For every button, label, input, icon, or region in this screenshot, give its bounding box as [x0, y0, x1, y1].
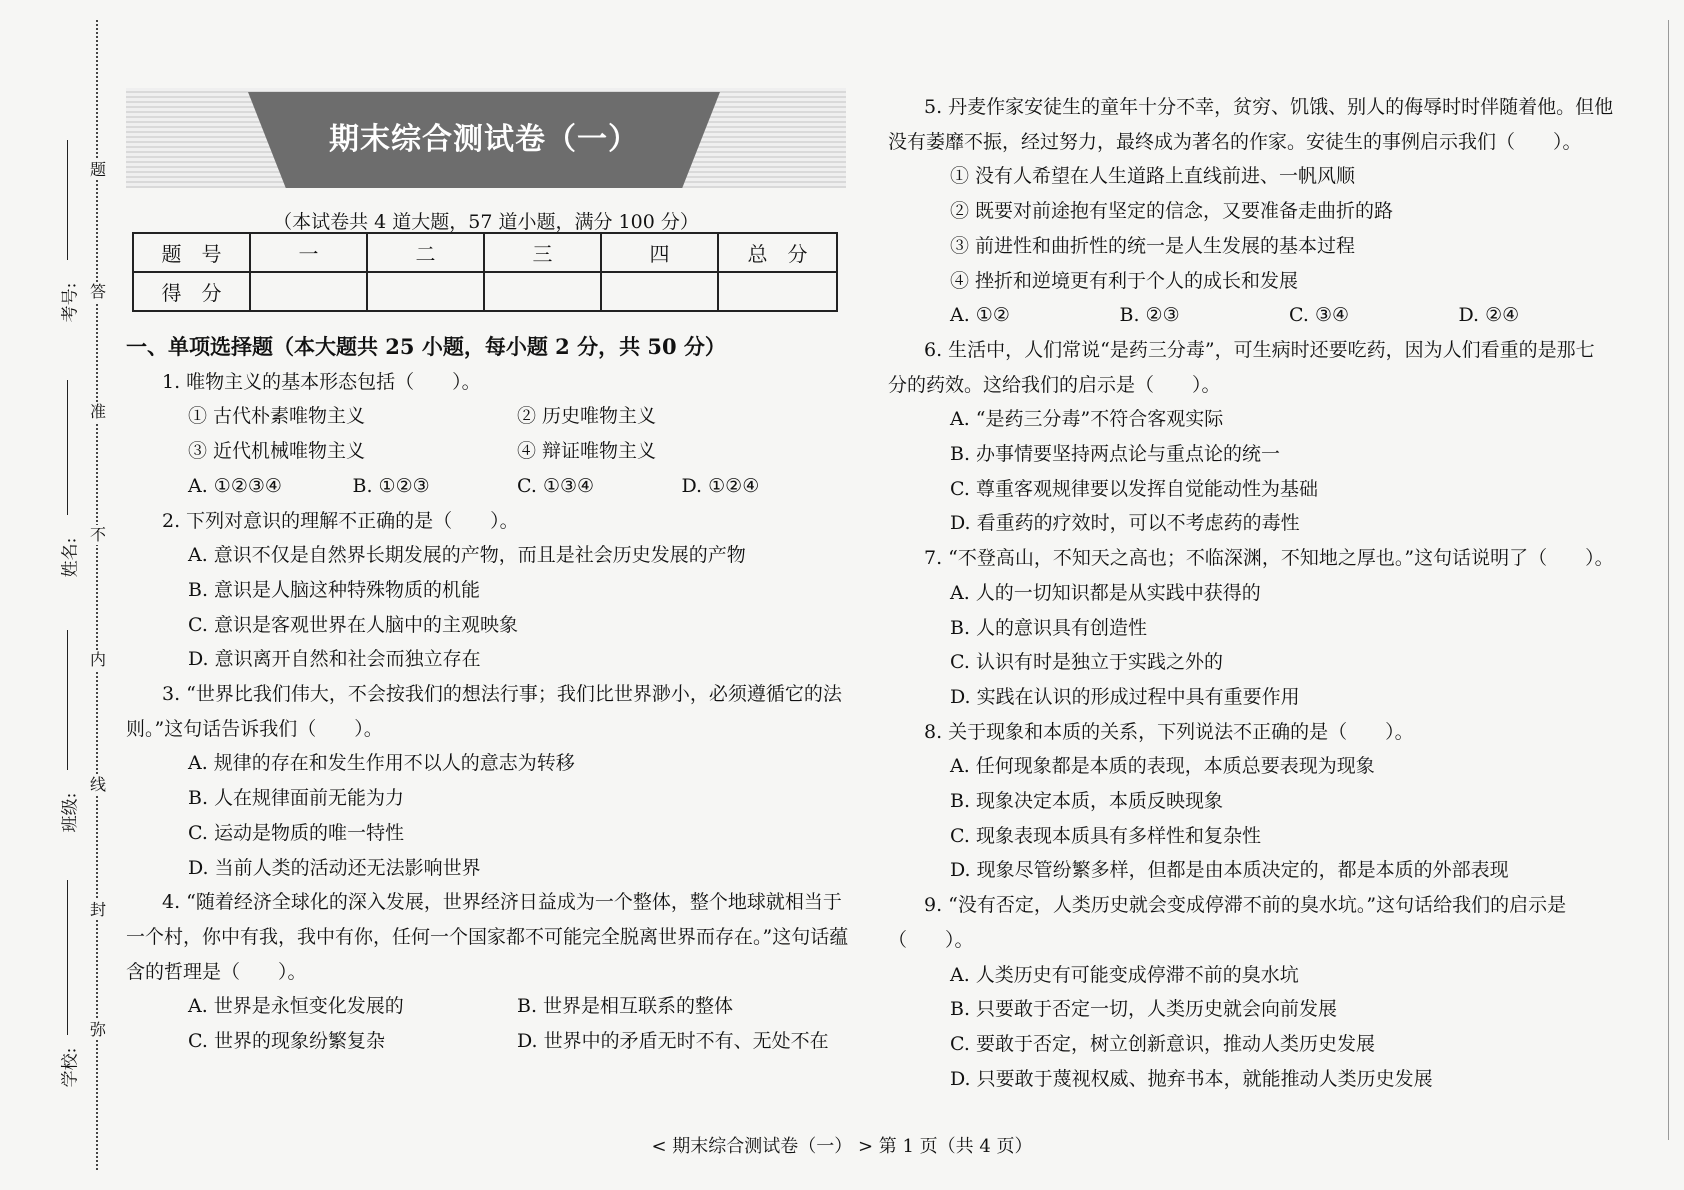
- binding-char-4: 不: [89, 525, 106, 544]
- question-6-stem: 6. 生活中，人们常说“是药三分毒”，可生病时还要吃药，因为人们看重的是那七: [924, 338, 1595, 361]
- class-line: [67, 630, 68, 770]
- score-table-score-row: [133, 272, 837, 311]
- exam-number-field[interactable]: [48, 140, 88, 323]
- binding-char-8: 弥: [89, 1020, 106, 1039]
- question-4-stem-cont: 一个村，你中有我，我中有你，任何一个国家都不可能完全脱离世界而存在。”这句话蕴: [126, 925, 849, 948]
- score-input-cell[interactable]: [367, 272, 484, 311]
- question-1-choices: [126, 469, 846, 504]
- binding-char-7: 封: [89, 900, 106, 919]
- binding-char-5: 内: [89, 650, 106, 669]
- exam-number-label: 考号:: [60, 282, 81, 323]
- binding-char-2: 答: [89, 282, 106, 301]
- question-5-choices: [888, 298, 1628, 333]
- page-title: 期末综合测试卷（一）: [329, 122, 639, 157]
- student-name-line: [67, 380, 68, 515]
- question-5-item: ① 没有人希望在人生道路上直线前进、一帆风顺: [950, 165, 1356, 188]
- question-6-option[interactable]: C. 尊重客观规律要以发挥自觉能动性为基础: [950, 477, 1318, 500]
- question-9-stem-cont: （ ）。: [888, 928, 974, 951]
- question-2-option[interactable]: B. 意识是人脑这种特殊物质的机能: [188, 578, 481, 601]
- left-column: [126, 330, 849, 1059]
- binding-char-3: 准: [89, 402, 106, 421]
- section-heading: 一、单项选择题（本大题共 25 小题，每小题 2 分，共 50 分）: [126, 334, 726, 359]
- question-8-stem: 8. 关于现象和本质的关系，下列说法不正确的是（ ）。: [924, 720, 1414, 743]
- question-6-option[interactable]: A. “是药三分毒”不符合客观实际: [950, 408, 1224, 431]
- question-2-option[interactable]: C. 意识是客观世界在人脑中的主观映象: [188, 613, 518, 636]
- score-input-cell[interactable]: [718, 272, 837, 311]
- question-1-choice[interactable]: C. ①③④: [517, 474, 595, 497]
- score-table: [132, 232, 838, 312]
- question-5-stem-cont: 没有萎靡不振，经过努力，最终成为著名的作家。安徒生的事例启示我们（ ）。: [888, 130, 1582, 153]
- binding-char-6: 线: [89, 775, 106, 794]
- student-name-field[interactable]: [48, 380, 88, 580]
- score-header-cell: 题 号: [133, 233, 250, 272]
- question-5-item: ④ 挫折和逆境更有利于个人的成长和发展: [950, 269, 1299, 292]
- question-5-stem: 5. 丹麦作家安徒生的童年十分不幸，贫穷、饥饿、别人的侮辱时时伴随着他。但他: [924, 96, 1614, 118]
- question-5-choice[interactable]: B. ②③: [1119, 304, 1180, 327]
- question-5-choice[interactable]: A. ①②: [950, 304, 1010, 327]
- score-table-header-row: [133, 233, 837, 272]
- binding-dotted-line: [96, 20, 98, 1170]
- question-2-stem: 2. 下列对意识的理解不正确的是（ ）。: [162, 509, 519, 532]
- question-7-option[interactable]: D. 实践在认识的形成过程中具有重要作用: [950, 685, 1300, 708]
- score-header-cell: 四: [601, 233, 718, 272]
- question-8-option[interactable]: C. 现象表现本质具有多样性和复杂性: [950, 824, 1261, 847]
- question-6-stem-cont: 分的药效。这给我们的启示是（ ）。: [888, 373, 1221, 396]
- student-name-label: 姓名:: [60, 537, 81, 578]
- question-7-option[interactable]: A. 人的一切知识都是从实践中获得的: [950, 581, 1261, 604]
- question-4-option[interactable]: A. 世界是永恒变化发展的: [188, 995, 404, 1018]
- score-input-cell[interactable]: [601, 272, 718, 311]
- exam-number-line: [67, 140, 68, 260]
- score-header-cell: 三: [484, 233, 601, 272]
- page-edge-line: [1668, 20, 1669, 1140]
- score-input-cell[interactable]: [250, 272, 367, 311]
- school-line: [67, 880, 68, 1035]
- score-label-cell: 得 分: [133, 272, 250, 311]
- score-header-cell: 二: [367, 233, 484, 272]
- school-label: 学校:: [60, 1047, 81, 1088]
- question-5-item: ② 既要对前途抱有坚定的信念，又要准备走曲折的路: [950, 200, 1394, 223]
- question-5-item: ③ 前进性和曲折性的统一是人生发展的基本过程: [950, 234, 1356, 257]
- question-4-options-row2: [126, 1024, 846, 1059]
- question-9-option[interactable]: A. 人类历史有可能变成停滞不前的臭水坑: [950, 963, 1299, 986]
- question-2-option[interactable]: D. 意识离开自然和社会而独立存在: [188, 648, 481, 671]
- question-3-stem: 3. “世界比我们伟大，不会按我们的想法行事；我们比世界渺小，必须遵循它的法: [162, 683, 842, 706]
- question-7-option[interactable]: C. 认识有时是独立于实践之外的: [950, 651, 1223, 674]
- question-1-item: ② 历史唯物主义: [517, 405, 657, 428]
- question-8-option[interactable]: D. 现象尽管纷繁多样，但都是由本质决定的，都是本质的外部表现: [950, 859, 1509, 882]
- question-6-option[interactable]: B. 办事情要坚持两点论与重点论的统一: [950, 443, 1281, 466]
- question-8-option[interactable]: B. 现象决定本质，本质反映现象: [950, 790, 1224, 813]
- question-9-stem: 9. “没有否定，人类历史就会变成停滞不前的臭水坑。”这句话给我们的启示是: [924, 894, 1567, 917]
- question-9-option[interactable]: C. 要敢于否定，树立创新意识，推动人类历史发展: [950, 1032, 1375, 1055]
- page-footer: < 期末综合测试卷（一） > 第 1 页（共 4 页）: [651, 1136, 1033, 1157]
- question-7-stem: 7. “不登高山，不知天之高也；不临深渊，不知地之厚也。”这句话说明了（ ）。: [924, 547, 1614, 570]
- school-field[interactable]: [48, 880, 88, 1088]
- class-field[interactable]: [48, 630, 88, 833]
- question-9-option[interactable]: D. 只要敢于蔑视权威、抛弃书本，就能推动人类历史发展: [950, 1067, 1433, 1090]
- score-header-cell: 总 分: [718, 233, 837, 272]
- question-5-choice[interactable]: D. ②④: [1458, 304, 1520, 327]
- question-7-option[interactable]: B. 人的意识具有创造性: [950, 616, 1148, 639]
- right-column: [888, 90, 1628, 1096]
- exam-subtitle: （本试卷共 4 道大题，57 道小题，满分 100 分）: [273, 211, 699, 233]
- question-5-choice[interactable]: C. ③④: [1289, 304, 1350, 327]
- question-2-option[interactable]: A. 意识不仅是自然界长期发展的产物，而且是社会历史发展的产物: [188, 544, 746, 567]
- question-4-option[interactable]: B. 世界是相互联系的整体: [517, 995, 734, 1018]
- binding-strip: [0, 0, 110, 1190]
- question-1-items-row1: [126, 399, 846, 434]
- question-8-option[interactable]: A. 任何现象都是本质的表现，本质总要表现为现象: [950, 755, 1375, 778]
- question-4-options-row1: [126, 989, 846, 1024]
- question-1-choice[interactable]: A. ①②③④: [188, 474, 282, 497]
- question-6-option[interactable]: D. 看重药的疗效时，可以不考虑药的毒性: [950, 512, 1300, 535]
- question-1-item: ③ 近代机械唯物主义: [188, 440, 366, 463]
- class-label: 班级:: [60, 792, 81, 833]
- question-1-items-row2: [126, 434, 846, 469]
- question-3-option[interactable]: A. 规律的存在和发生作用不以人的意志为转移: [188, 752, 575, 775]
- binding-char-1: 题: [89, 160, 106, 179]
- question-1-choice[interactable]: D. ①②④: [681, 474, 760, 497]
- question-1-item: ① 古代朴素唯物主义: [188, 405, 366, 428]
- question-3-option[interactable]: B. 人在规律面前无能为力: [188, 787, 405, 810]
- score-header-cell: 一: [250, 233, 367, 272]
- score-input-cell[interactable]: [484, 272, 601, 311]
- question-3-option[interactable]: D. 当前人类的活动还无法影响世界: [188, 856, 481, 879]
- question-9-option[interactable]: B. 只要敢于否定一切，人类历史就会向前发展: [950, 998, 1338, 1021]
- question-1-stem: 1. 唯物主义的基本形态包括（ ）。: [162, 370, 481, 393]
- question-3-stem-cont: 则。”这句话告诉我们（ ）。: [126, 717, 383, 740]
- question-4-option[interactable]: C. 世界的现象纷繁复杂: [188, 1030, 385, 1053]
- question-4-stem-cont: 含的哲理是（ ）。: [126, 960, 307, 983]
- question-4-option[interactable]: D. 世界中的矛盾无时不有、无处不在: [517, 1030, 829, 1053]
- question-1-choice[interactable]: B. ①②③: [352, 474, 430, 497]
- question-4-stem: 4. “随着经济全球化的深入发展，世界经济日益成为一个整体，整个地球就相当于: [162, 891, 842, 914]
- question-3-option[interactable]: C. 运动是物质的唯一特性: [188, 821, 404, 844]
- question-1-item: ④ 辩证唯物主义: [517, 440, 657, 463]
